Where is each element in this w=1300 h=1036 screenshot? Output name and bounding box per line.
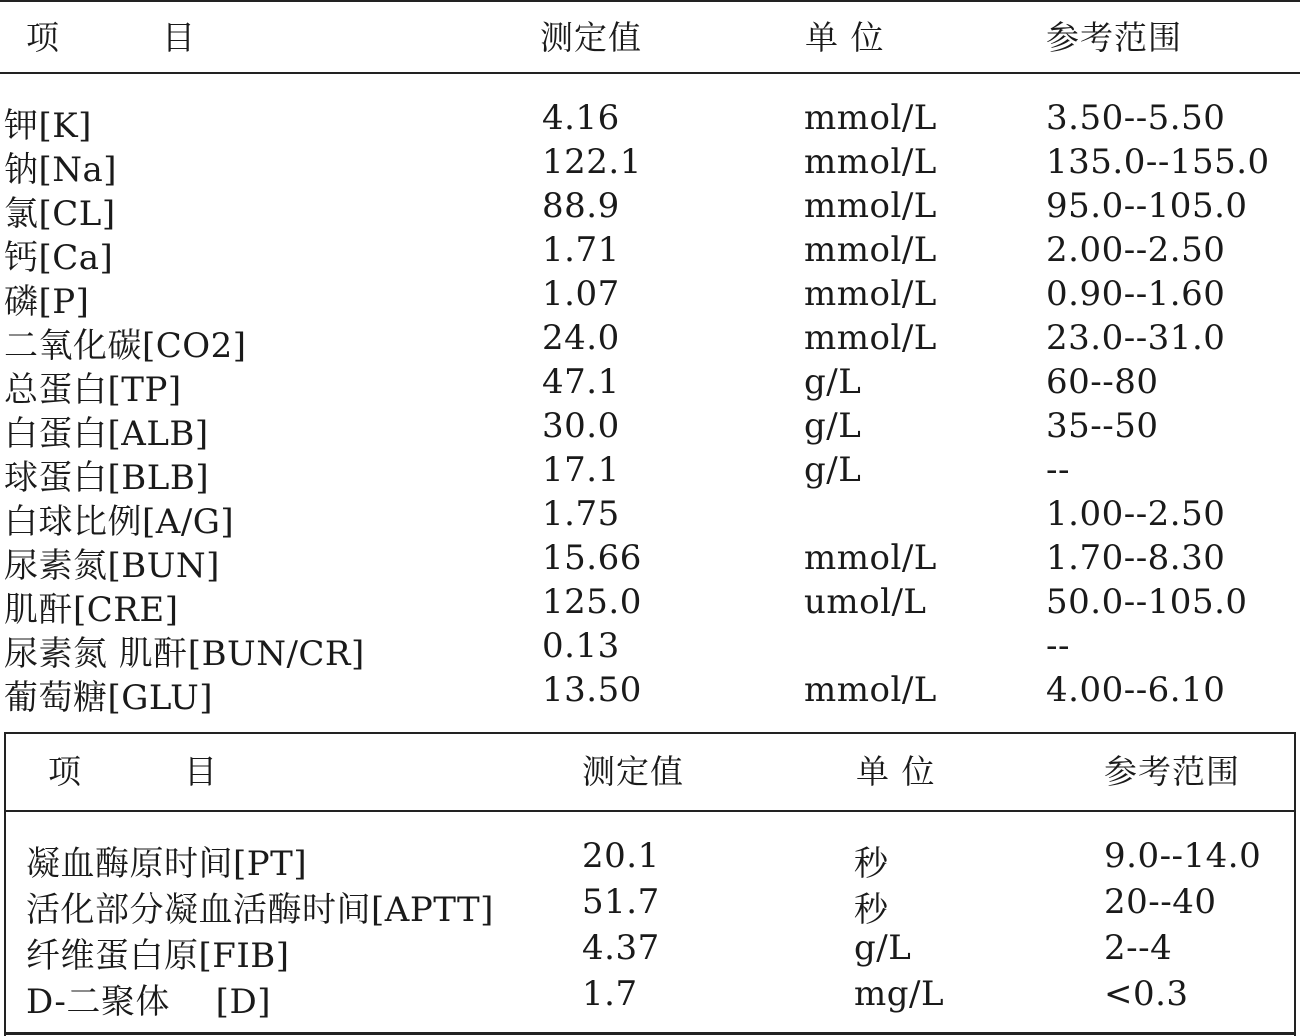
cell-range: 35--50 [1046, 406, 1159, 446]
header-item: 项 目 [26, 18, 196, 57]
cell-range: <0.3 [1104, 974, 1189, 1014]
cell-unit: umol/L [804, 582, 927, 622]
cell-range: 60--80 [1046, 362, 1159, 402]
header-divider-line [6, 810, 1294, 812]
cell-item: 尿素氮 肌酐[BUN/CR] [4, 634, 365, 674]
cell-unit: g/L [804, 362, 862, 402]
cell-item: 钠[Na] [4, 150, 118, 190]
cell-value: 4.37 [582, 928, 660, 968]
cell-range: 2.00--2.50 [1046, 230, 1226, 270]
cell-value: 0.13 [542, 626, 620, 666]
header-range: 参考范围 [1046, 18, 1182, 57]
cell-range: -- [1046, 450, 1070, 490]
cell-range: 1.70--8.30 [1046, 538, 1226, 578]
cell-range: 2--4 [1104, 928, 1173, 968]
cell-unit: 秒 [854, 844, 889, 884]
cell-range: 3.50--5.50 [1046, 98, 1226, 138]
cell-value: 17.1 [542, 450, 620, 490]
header-unit: 单 位 [805, 18, 885, 57]
cell-item: 钾[K] [4, 106, 92, 146]
header-value: 测定值 [582, 752, 684, 791]
cell-range: 135.0--155.0 [1046, 142, 1270, 182]
top-border-line [0, 0, 1300, 2]
header-item: 项 目 [48, 752, 218, 791]
cell-item: 葡萄糖[GLU] [4, 678, 214, 718]
cell-item: 尿素氮[BUN] [4, 546, 220, 586]
coagulation-report-table [4, 732, 1296, 1036]
header-value: 测定值 [540, 18, 642, 57]
cell-value: 30.0 [542, 406, 620, 446]
cell-range: 1.00--2.50 [1046, 494, 1226, 534]
cell-unit: mmol/L [804, 186, 937, 226]
header-unit: 单 位 [856, 752, 936, 791]
cell-range: 95.0--105.0 [1046, 186, 1248, 226]
cell-item: 总蛋白[TP] [4, 370, 182, 410]
cell-unit: mmol/L [804, 98, 937, 138]
cell-value: 125.0 [542, 582, 642, 622]
cell-range: -- [1046, 626, 1070, 666]
cell-item: 二氧化碳[CO2] [4, 326, 247, 366]
cell-unit: mg/L [854, 974, 945, 1014]
cell-value: 88.9 [542, 186, 620, 226]
cell-unit: 秒 [854, 890, 889, 930]
cell-value: 47.1 [542, 362, 620, 402]
cell-unit: g/L [804, 450, 862, 490]
cell-unit: g/L [804, 406, 862, 446]
bottom-border-line [6, 1032, 1294, 1035]
cell-value: 1.07 [542, 274, 620, 314]
cell-value: 122.1 [542, 142, 642, 182]
header-range: 参考范围 [1104, 752, 1240, 791]
cell-unit: mmol/L [804, 538, 937, 578]
cell-item: 白球比例[A/G] [4, 502, 235, 542]
cell-value: 15.66 [542, 538, 642, 578]
cell-range: 0.90--1.60 [1046, 274, 1226, 314]
cell-item: D-二聚体 [D] [26, 982, 271, 1022]
cell-unit: mmol/L [804, 670, 937, 710]
cell-item: 纤维蛋白原[FIB] [26, 936, 290, 976]
cell-unit: g/L [854, 928, 912, 968]
cell-value: 13.50 [542, 670, 642, 710]
cell-unit: mmol/L [804, 318, 937, 358]
cell-range: 23.0--31.0 [1046, 318, 1226, 358]
cell-range: 50.0--105.0 [1046, 582, 1248, 622]
cell-item: 活化部分凝血活酶时间[APTT] [26, 890, 494, 930]
cell-unit: mmol/L [804, 274, 937, 314]
cell-value: 1.7 [582, 974, 638, 1014]
cell-item: 氯[CL] [4, 194, 116, 234]
cell-item: 钙[Ca] [4, 238, 114, 278]
cell-item: 肌酐[CRE] [4, 590, 179, 630]
cell-value: 20.1 [582, 836, 660, 876]
cell-range: 20--40 [1104, 882, 1217, 922]
cell-value: 1.71 [542, 230, 620, 270]
cell-value: 51.7 [582, 882, 660, 922]
cell-item: 白蛋白[ALB] [4, 414, 209, 454]
cell-value: 24.0 [542, 318, 620, 358]
cell-range: 4.00--6.10 [1046, 670, 1226, 710]
cell-item: 磷[P] [4, 282, 90, 322]
cell-item: 球蛋白[BLB] [4, 458, 210, 498]
cell-unit: mmol/L [804, 142, 937, 182]
cell-value: 1.75 [542, 494, 620, 534]
cell-value: 4.16 [542, 98, 620, 138]
header-divider-line [0, 72, 1300, 74]
cell-unit: mmol/L [804, 230, 937, 270]
cell-item: 凝血酶原时间[PT] [26, 844, 308, 884]
cell-range: 9.0--14.0 [1104, 836, 1262, 876]
